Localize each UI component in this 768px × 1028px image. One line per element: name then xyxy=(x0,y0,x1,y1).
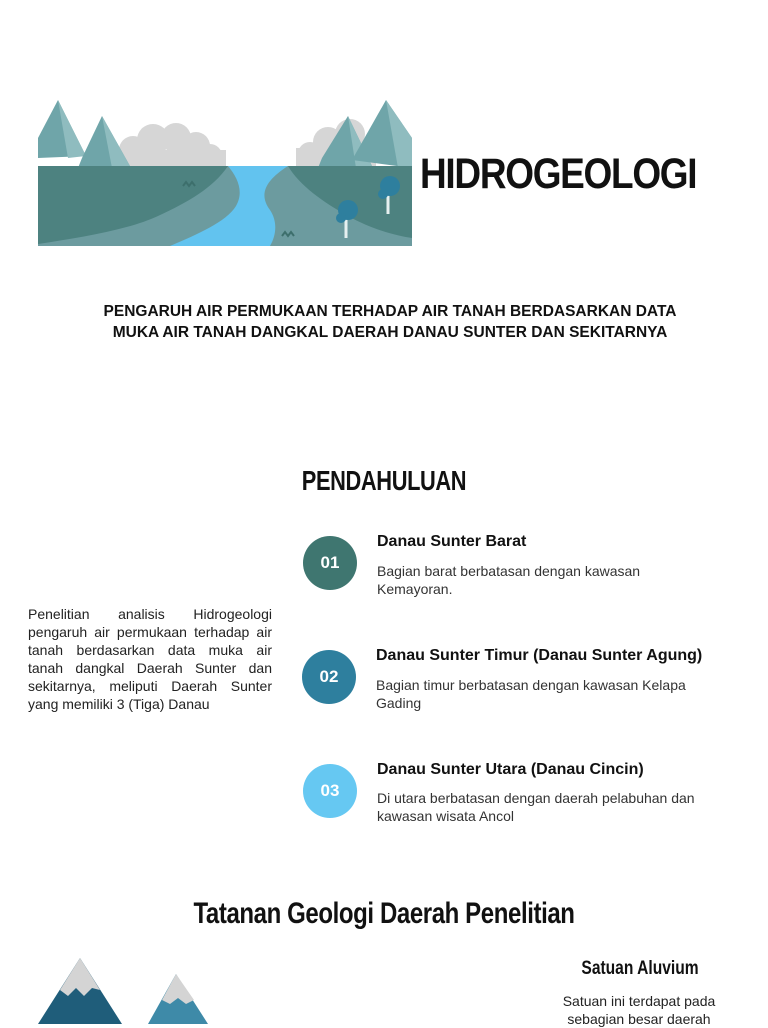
number-badge-01: 01 xyxy=(303,536,357,590)
page-subtitle: PENGARUH AIR PERMUKAAN TERHADAP AIR TANAH BERDASARKAN DATA MUKA AIR TANAH DANGKAL DAERAH DANAU SUNTER DAN SEKITARNYA xyxy=(103,303,677,341)
lake-item-description: Di utara berbatasan dengan daerah pelabuhan dan kawasan wisata Ancol xyxy=(377,790,695,824)
lake-item-title: Danau Sunter Utara (Danau Cincin) xyxy=(377,761,644,778)
subheading-satuan-aluvium: Satuan Aluvium xyxy=(581,958,699,979)
aluvium-description: Satuan ini terdapat pada sebagian besar daerah xyxy=(562,993,716,1027)
lake-landscape-illustration xyxy=(38,98,412,246)
number-badge-02: 02 xyxy=(302,650,356,704)
section-heading-pendahuluan: PENDAHULUAN xyxy=(301,465,467,496)
section-heading-geologi: Tatanan Geologi Daerah Penelitian xyxy=(193,897,575,930)
lake-item-description: Bagian barat berbatasan dengan kawasan Kemayoran. xyxy=(377,563,641,597)
lake-item-description: Bagian timur berbatasan dengan kawasan Kelapa Gading xyxy=(376,677,686,711)
lake-item-title: Danau Sunter Timur (Danau Sunter Agung) xyxy=(376,647,703,664)
page-title: HIDROGEOLOGI xyxy=(420,150,697,198)
intro-paragraph: Penelitian analisis Hidrogeologi pengaruh air permukaan terhadap air tanah berdasarkan data muka air tanah dangkal Daerah Sunter dan sekitarnya, meliputi Daerah Sunter yang memiliki 3 (Tiga) Danau xyxy=(28,606,272,712)
number-badge-03: 03 xyxy=(303,764,357,818)
lake-item-title: Danau Sunter Barat xyxy=(377,533,527,550)
snowy-mountains-illustration xyxy=(38,958,218,1024)
